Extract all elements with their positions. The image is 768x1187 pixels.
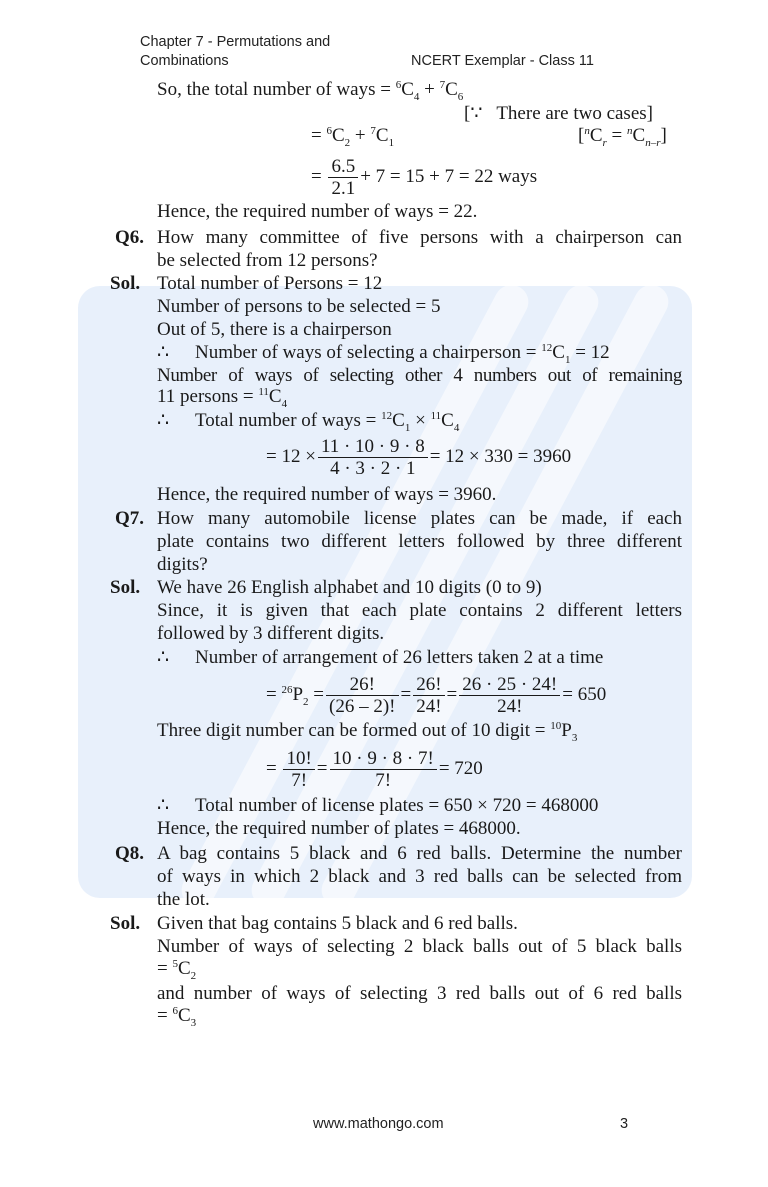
q7-sol-line3: followed by 3 different digits. <box>157 623 385 644</box>
q7-sol-line1: We have 26 English alphabet and 10 digits (0 to 9) <box>157 577 542 598</box>
therefore-symbol: ∴ <box>157 647 170 668</box>
q7-sol-line4: ∴ Number of arrangement of 26 letters taken 2 at a time <box>157 647 604 668</box>
q6-sol-line7: ∴ Total number of ways = $^{12}C_1 \times ^{11}C_4$ <box>157 410 460 434</box>
fraction: $\frac{11 \cdot 10 \cdot 9 \cdot 8}{4 \cdot 3 \cdot 2 \cdot 1}$ <box>318 436 428 479</box>
fraction: $\frac{26 \cdot 25 \cdot 24!}{24!}$ <box>459 674 560 717</box>
prev-reason-two-cases: [∵ There are two cases] <box>464 103 653 124</box>
q8-sol-line3: = $^5C_2$ <box>157 958 197 982</box>
solution-label-q8: Sol. <box>110 913 141 934</box>
q8-sol-line5: = $^6C_3$ <box>157 1005 197 1029</box>
chapter-title-line2: Combinations <box>140 53 229 69</box>
therefore-symbol: ∴ <box>157 342 170 363</box>
q6-question-line2: be selected from 12 persons? <box>157 250 378 271</box>
q6-sol-fraction-line: = 12 × $\frac{11 \cdot 10 \cdot 9 \cdot 8}{4 \cdot 3 \cdot 2 \cdot 1}$ = 12 × 330 = 3960 <box>266 436 572 479</box>
fraction: $\frac{26!}{(26 - 2)!}$ <box>326 674 398 717</box>
prev-fraction-line: = $\frac{6.5}{2.1}$ + 7 = 15 + 7 = 22 ways <box>311 156 538 199</box>
question-label-q7: Q7. <box>115 508 145 529</box>
chapter-title-line1: Chapter 7 - Permutations and <box>140 34 331 50</box>
q7-sol-permutation-line: = $^{26}P_2$ = $\frac{26!}{(26 - 2)!}$ = $\frac{26!}{24!}$ = $\frac{26 \cdot 25 \cdot 24!}{24!}$ = 650 <box>266 674 607 717</box>
q6-sol-line6: 11 persons = $^{11}C_4$ <box>157 386 288 410</box>
prev-simplified: = $^6C_2 + ^7C_1$ <box>311 125 395 149</box>
prev-conclusion: Hence, the required number of ways = 22. <box>157 201 478 222</box>
q8-sol-line1: Given that bag contains 5 black and 6 red balls. <box>157 913 518 934</box>
q7-sol-digit-permutation-line: = $\frac{10!}{7!}$ = $\frac{10 \cdot 9 \cdot 8 \cdot 7!}{7!}$ = 720 <box>266 748 483 791</box>
prev-total-ways: So, the total number of ways = $^6C_4 + ^7C_6$ <box>157 79 464 103</box>
q8-question-line2: of ways in which 2 black and 3 red balls can be selected from <box>157 866 682 887</box>
fraction: $\frac{6.5}{2.1}$ <box>328 156 358 199</box>
q6-question-line1: How many committee of five persons with a chairperson can <box>157 227 682 248</box>
q8-sol-line2: Number of ways of selecting 2 black balls out of 5 black balls <box>157 936 682 957</box>
q7-sol-line8: ∴ Total number of license plates = 650 × 720 = 468000 <box>157 795 599 816</box>
solution-label-q6: Sol. <box>110 273 141 294</box>
q7-conclusion: Hence, the required number of plates = 468000. <box>157 818 521 839</box>
page-number: 3 <box>620 1116 629 1132</box>
q8-question-line3: the lot. <box>157 889 210 910</box>
q7-sol-line2: Since, it is given that each plate contains 2 different letters <box>157 600 682 621</box>
q7-question-line3: digits? <box>157 554 208 575</box>
q6-sol-line4: ∴ Number of ways of selecting a chairperson = $^{12}C_1 = 12$ <box>157 342 610 366</box>
q7-question-line2: plate contains two different letters followed by three different <box>157 531 682 552</box>
fraction: $\frac{10 \cdot 9 \cdot 8 \cdot 7!}{7!}$ <box>330 748 437 791</box>
q6-sol-line5: Number of ways of selecting other 4 numbers out of remaining <box>157 365 682 386</box>
question-label-q6: Q6. <box>115 227 145 248</box>
q8-question-line1: A bag contains 5 black and 6 red balls. Determine the number <box>157 843 682 864</box>
q6-sol-line3: Out of 5, there is a chairperson <box>157 319 392 340</box>
therefore-symbol: ∴ <box>157 410 170 431</box>
q7-question-line1: How many automobile license plates can be made, if each <box>157 508 682 529</box>
q6-sol-line2: Number of persons to be selected = 5 <box>157 296 441 317</box>
therefore-symbol: ∴ <box>157 795 170 816</box>
solution-label-q7: Sol. <box>110 577 141 598</box>
q7-sol-line6: Three digit number can be formed out of 10 digit = $^{10}P_3$ <box>157 720 578 744</box>
footer-website: www.mathongo.com <box>313 1116 444 1132</box>
q6-conclusion: Hence, the required number of ways = 3960. <box>157 484 497 505</box>
fraction: $\frac{26!}{24!}$ <box>413 674 444 717</box>
prev-reason-ncr-identity: $[^nC_r = ^nC_{n-r}]$ <box>578 125 667 149</box>
q6-sol-line1: Total number of Persons = 12 <box>157 273 383 294</box>
question-label-q8: Q8. <box>115 843 145 864</box>
book-title: NCERT Exemplar - Class 11 <box>411 53 594 69</box>
q8-sol-line4: and number of ways of selecting 3 red balls out of 6 red balls <box>157 983 682 1004</box>
fraction: $\frac{10!}{7!}$ <box>283 748 314 791</box>
